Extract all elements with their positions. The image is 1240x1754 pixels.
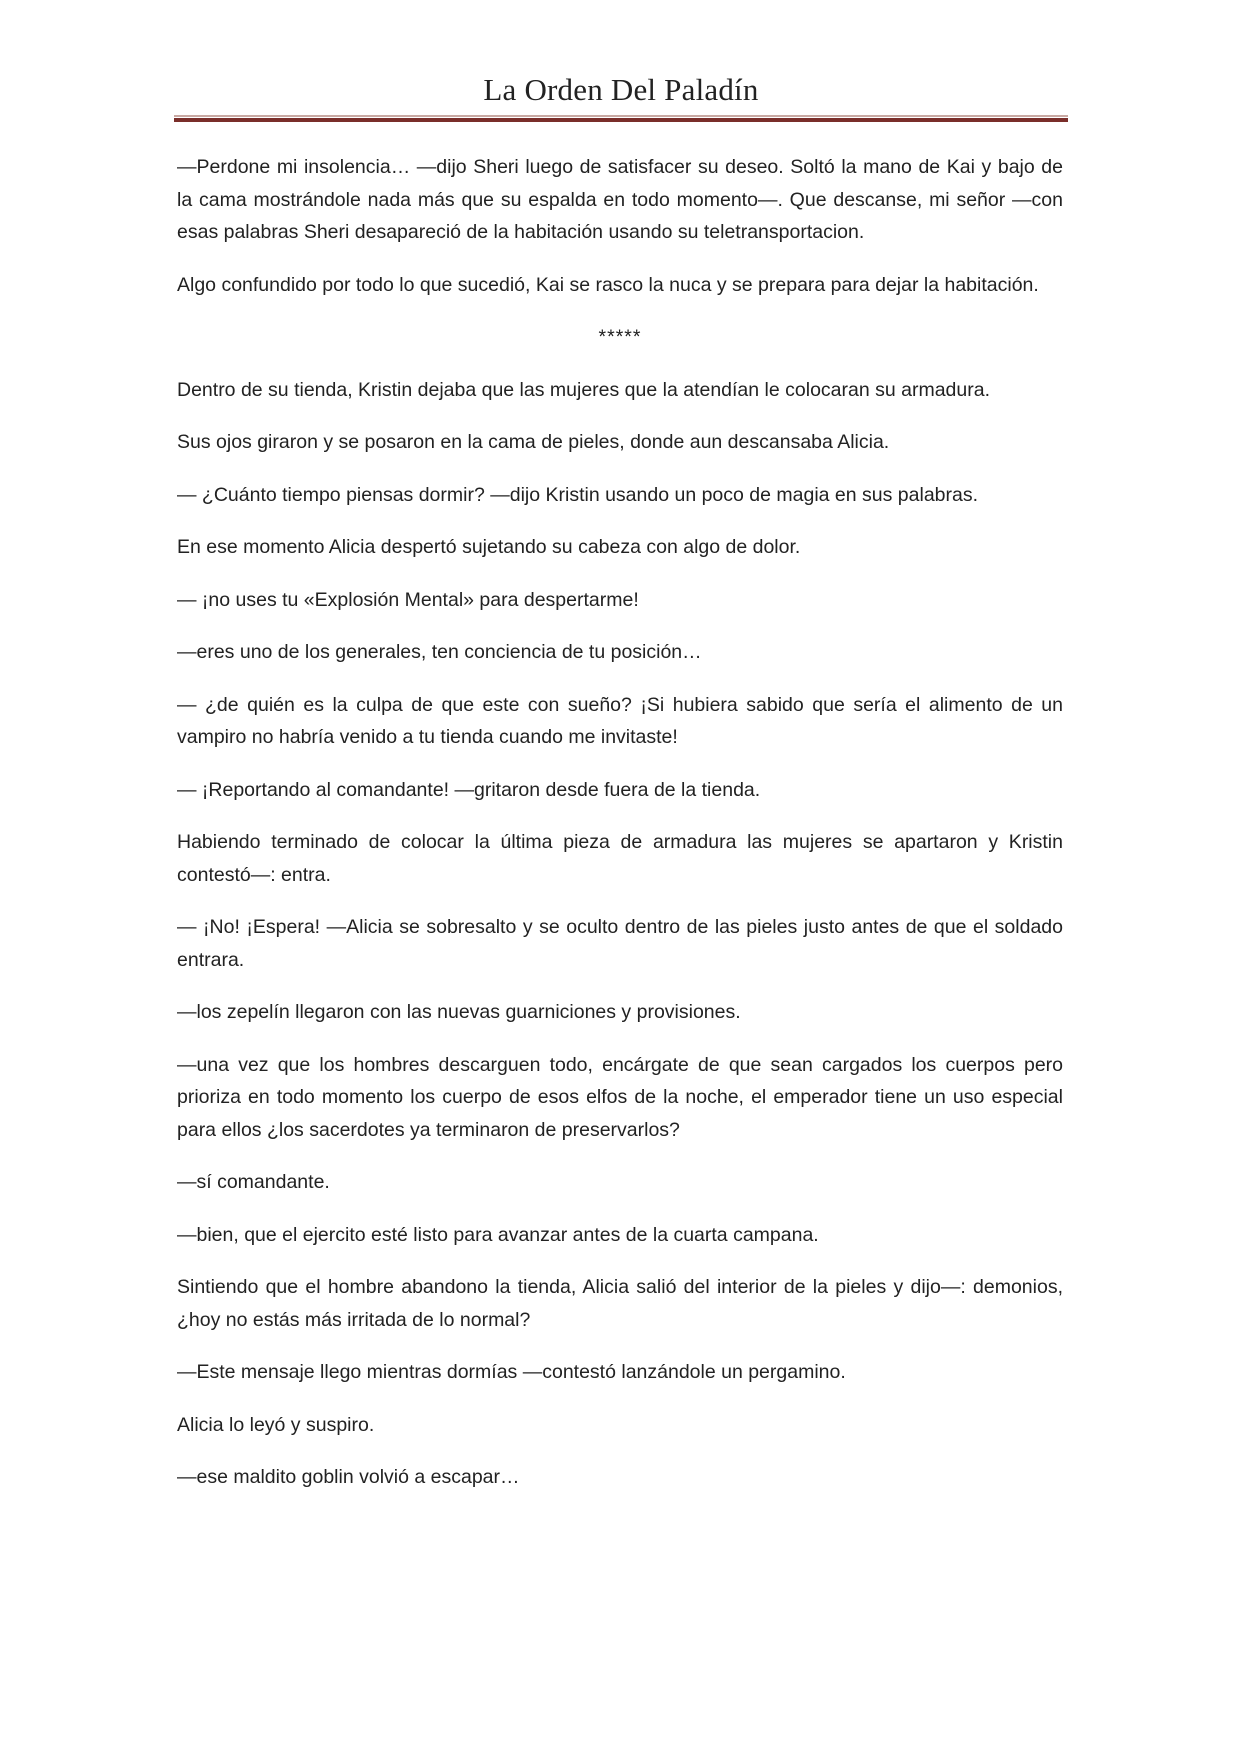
paragraph: Sintiendo que el hombre abandono la tienda, Alicia salió del interior de la pieles y dijo—: demonios, ¿hoy no estás más irritada de lo normal? (177, 1276, 1063, 1331)
paragraph: En ese momento Alicia despertó sujetando su cabeza con algo de dolor. (177, 536, 801, 558)
paragraph: Algo confundido por todo lo que sucedió, Kai se rasco la nuca y se prepara para dejar la habitación. (177, 273, 1039, 296)
document-body (177, 151, 1063, 1514)
paragraph: —ese maldito goblin volvió a escapar… (177, 1466, 520, 1488)
paragraph: Sus ojos giraron y se posaron en la cama de pieles, donde aun descansaba Alicia. (177, 431, 890, 453)
paragraph: — ¡no uses tu «Explosión Mental» para despertarme! (177, 588, 639, 611)
paragraph: —Perdone mi insolencia… —dijo Sheri luego de satisfacer su deseo. Soltó la mano de Kai y bajo de la cama mostrándole nada más que su espalda en todo momento—. Que descanse, mi señor —con esas palabras Sheri desapareció de la habitación usando su teletransportacion. (177, 156, 1063, 243)
paragraph: Alicia lo leyó y suspiro. (177, 1413, 375, 1436)
paragraph: Habiendo terminado de colocar la última pieza de armadura las mujeres se apartaron y Kristin contestó—: entra. (177, 831, 1063, 886)
page-header-title: La Orden Del Paladín (483, 72, 759, 107)
paragraph: —los zepelín llegaron con las nuevas guarniciones y provisiones. (177, 1001, 741, 1023)
paragraph: —eres uno de los generales, ten conciencia de tu posición… (177, 641, 702, 663)
paragraph: —una vez que los hombres descarguen todo, encárgate de que sean cargados los cuerpos pero prioriza en todo momento los cuerpo de esos elfos de la noche, el emperador tiene un uso especial para ellos ¿los sacerdotes ya terminaron de preservarlos? (177, 1053, 1063, 1141)
paragraph: — ¡No! ¡Espera! —Alicia se sobresalto y se oculto dentro de las pieles justo antes de que el soldado entrara. (177, 916, 1063, 971)
header-rule-thick (174, 118, 1068, 122)
paragraph: —sí comandante. (177, 1171, 330, 1193)
paragraph: — ¿de quién es la culpa de que este con sueño? ¡Si hubiera sabido que sería el alimento de un vampiro no habría venido a tu tienda cuando me invitaste! (177, 693, 1063, 748)
paragraph: — ¿Cuánto tiempo piensas dormir? —dijo Kristin usando un poco de magia en sus palabras. (177, 483, 979, 506)
paragraph: —Este mensaje llego mientras dormías —contestó lanzándole un pergamino. (177, 1361, 846, 1383)
header-rule-thin (174, 115, 1068, 117)
paragraph: —bien, que el ejercito esté listo para avanzar antes de la cuarta campana. (177, 1223, 819, 1246)
paragraph: — ¡Reportando al comandante! —gritaron desde fuera de la tienda. (177, 778, 761, 801)
scene-separator: ***** (598, 326, 642, 348)
paragraph: Dentro de su tienda, Kristin dejaba que las mujeres que la atendían le colocaran su armadura. (177, 378, 990, 401)
